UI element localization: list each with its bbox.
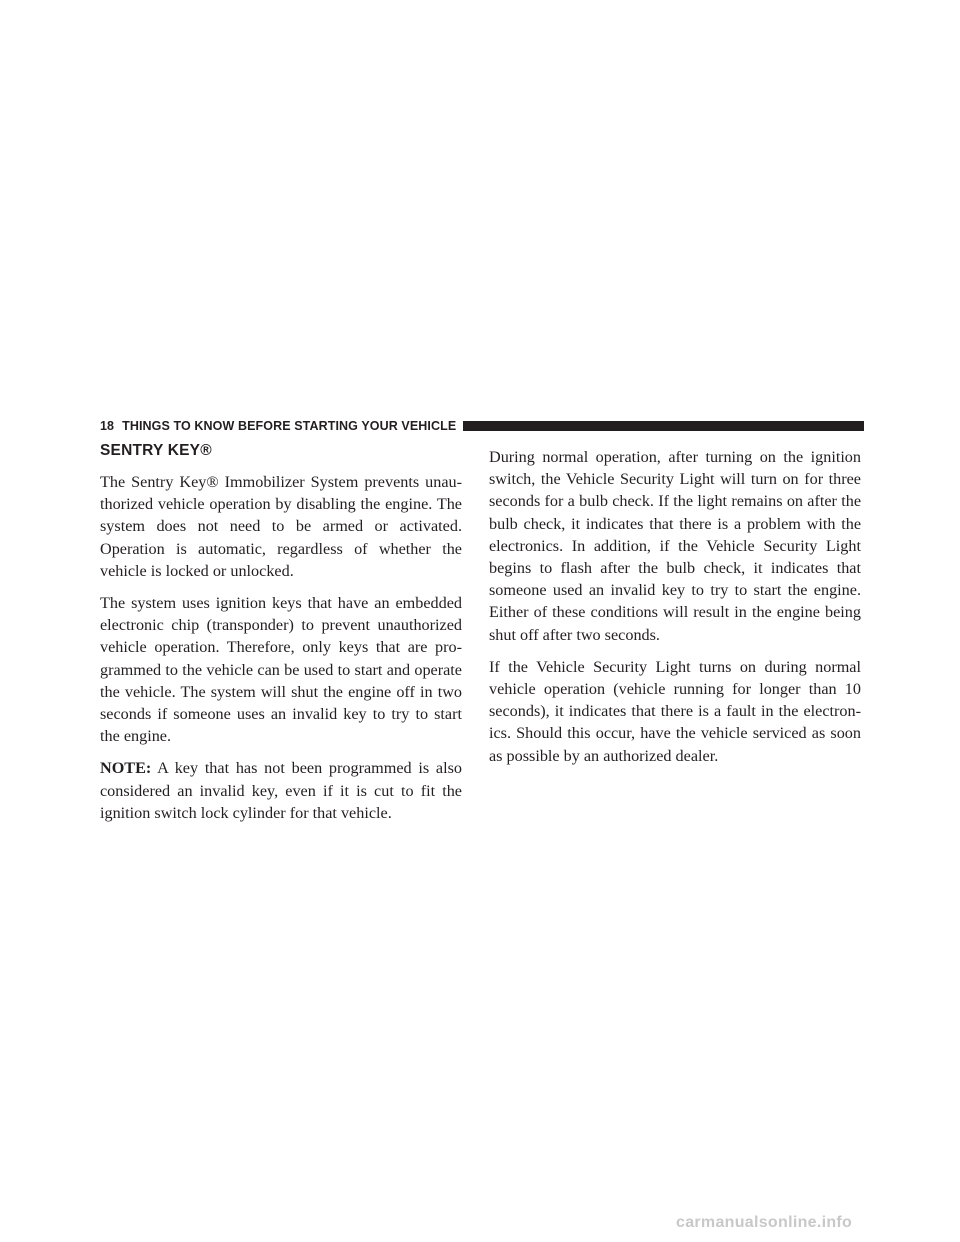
page-number: 18 <box>100 419 115 433</box>
page-header <box>100 418 864 434</box>
header-rule <box>463 421 864 431</box>
paragraph: During normal operation, after turning on the ignition switch, the Vehicle Security Light will turn on for three seconds for a bulb check. If the light remains on after the bulb check, it indicates that there is a problem with the electronics. In addition, if the Vehicle Security Light begins to flash after the bulb check, it indicates that someone used an invalid key to try to start the engine. Either of these conditions will result in the engine being shut off after two seconds. <box>489 448 861 644</box>
paragraph: If the Vehicle Security Light turns on during normal vehicle operation (vehicle running for longer than 10 seconds), it indicates that there is a fault in the electron-ics. Should this occur, have the vehicle serviced as soon as possible by an authorized dealer. <box>489 657 861 765</box>
left-column <box>100 440 462 834</box>
note-label: NOTE: <box>100 759 152 778</box>
paragraph: The Sentry Key® Immobilizer System prevents unau-thorized vehicle operation by disabling the engine. The system does not need to be armed or activated. Operation is automatic, regardless of whether the vehicle is locked or unlocked. <box>100 473 462 580</box>
paragraph: The system uses ignition keys that have an embedded electronic chip (transponder) to prevent unauthorized vehicle operation. Therefore, only keys that are pro-grammed to the vehicle can be used to start and operate the vehicle. The system will shut the engine off in two seconds if someone uses an invalid key to try to start the engine. <box>100 594 462 746</box>
section-title-header: THINGS TO KNOW BEFORE STARTING YOUR VEHICLE <box>122 419 457 433</box>
note-paragraph <box>100 757 462 824</box>
right-column <box>489 446 861 777</box>
header-text <box>100 419 456 433</box>
watermark: carmanualsonline.info <box>676 1214 853 1231</box>
note-text: A key that has not been programmed is also considered an invalid key, even if it is cut to fit the ignition switch lock cylinder for that vehicle. <box>100 759 462 822</box>
section-heading: SENTRY KEY® <box>100 442 212 459</box>
